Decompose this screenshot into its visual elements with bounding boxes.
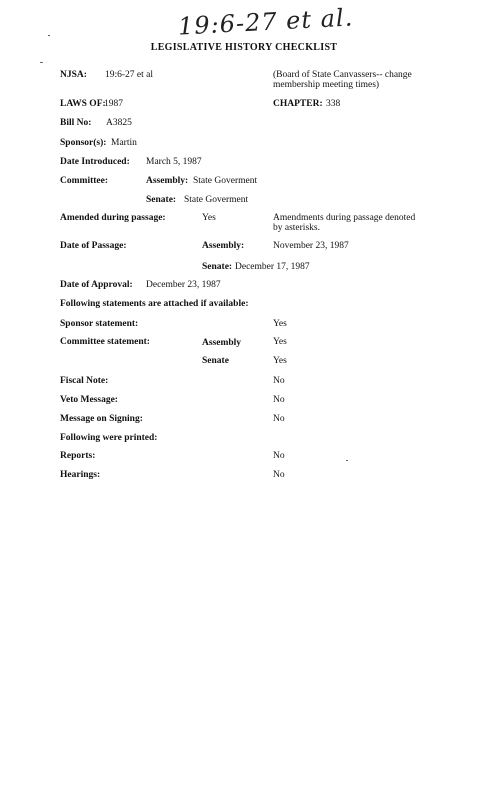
page-title: LEGISLATIVE HISTORY CHECKLIST — [150, 42, 338, 53]
fiscal-note-value: No — [273, 376, 285, 386]
committee-assembly-label: Assembly: — [146, 176, 189, 186]
amended-label: Amended during passage: — [60, 213, 166, 223]
hearings-value: No — [273, 470, 285, 480]
committee-statement-label: Committee statement: — [60, 337, 150, 347]
njsa-label: NJSA: — [60, 70, 87, 80]
njsa-note: (Board of State Canvassers-- change membership meeting times) — [273, 70, 412, 90]
committee-statement-senate-label: Senate — [202, 356, 229, 366]
committee-statement-assembly-label: Assembly — [202, 338, 242, 348]
committee-statement-assembly-value: Yes — [273, 337, 287, 347]
handwritten-note: 19:6-27 et al. — [177, 3, 354, 41]
chapter-label: CHAPTER: — [273, 99, 323, 109]
date-of-passage-label: Date of Passage: — [60, 241, 127, 251]
passage-assembly-label: Assembly: — [202, 241, 245, 251]
following-printed-heading: Following were printed: — [60, 433, 158, 443]
scan-speck — [346, 460, 348, 461]
committee-statement-senate-value: Yes — [273, 356, 287, 366]
amended-value: Yes — [202, 213, 216, 223]
committee-assembly-value: State Goverment — [193, 176, 258, 186]
chapter-value: 338 — [326, 99, 341, 109]
committee-senate-value: State Goverment — [184, 195, 249, 205]
scan-speck — [40, 62, 43, 63]
bill-no-value: A3825 — [106, 118, 132, 128]
bill-no-label: Bill No: — [60, 118, 92, 128]
sponsor-statement-value: Yes — [273, 319, 287, 329]
fiscal-note-label: Fiscal Note: — [60, 376, 109, 386]
passage-senate-label: Senate: — [202, 262, 233, 272]
laws-of-label: LAWS OF: — [60, 99, 106, 109]
njsa-value: 19:6-27 et al — [105, 70, 154, 80]
reports-label: Reports: — [60, 451, 96, 461]
sponsor-statement-label: Sponsor statement: — [60, 319, 139, 329]
message-on-signing-value: No — [273, 414, 285, 424]
date-introduced-value: March 5, 1987 — [146, 157, 202, 167]
hearings-label: Hearings: — [60, 470, 101, 480]
veto-message-label: Veto Message: — [60, 395, 118, 405]
committee-senate-label: Senate: — [146, 195, 177, 205]
date-of-approval-label: Date of Approval: — [60, 280, 133, 290]
following-attached-heading: Following statements are attached if available: — [60, 299, 249, 309]
sponsors-value: Martin — [111, 138, 137, 148]
passage-senate-value: December 17, 1987 — [235, 262, 310, 272]
committee-label: Committee: — [60, 176, 109, 186]
passage-assembly-value: November 23, 1987 — [273, 241, 349, 251]
date-introduced-label: Date Introduced: — [60, 157, 130, 167]
amended-note: Amendments during passage denoted by asterisks. — [273, 213, 416, 233]
sponsors-label: Sponsor(s): — [60, 138, 107, 148]
scan-speck — [48, 35, 50, 36]
laws-of-value: 1987 — [104, 99, 123, 109]
reports-value: No — [273, 451, 285, 461]
message-on-signing-label: Message on Signing: — [60, 414, 143, 424]
veto-message-value: No — [273, 395, 285, 405]
date-of-approval-value: December 23, 1987 — [146, 280, 221, 290]
